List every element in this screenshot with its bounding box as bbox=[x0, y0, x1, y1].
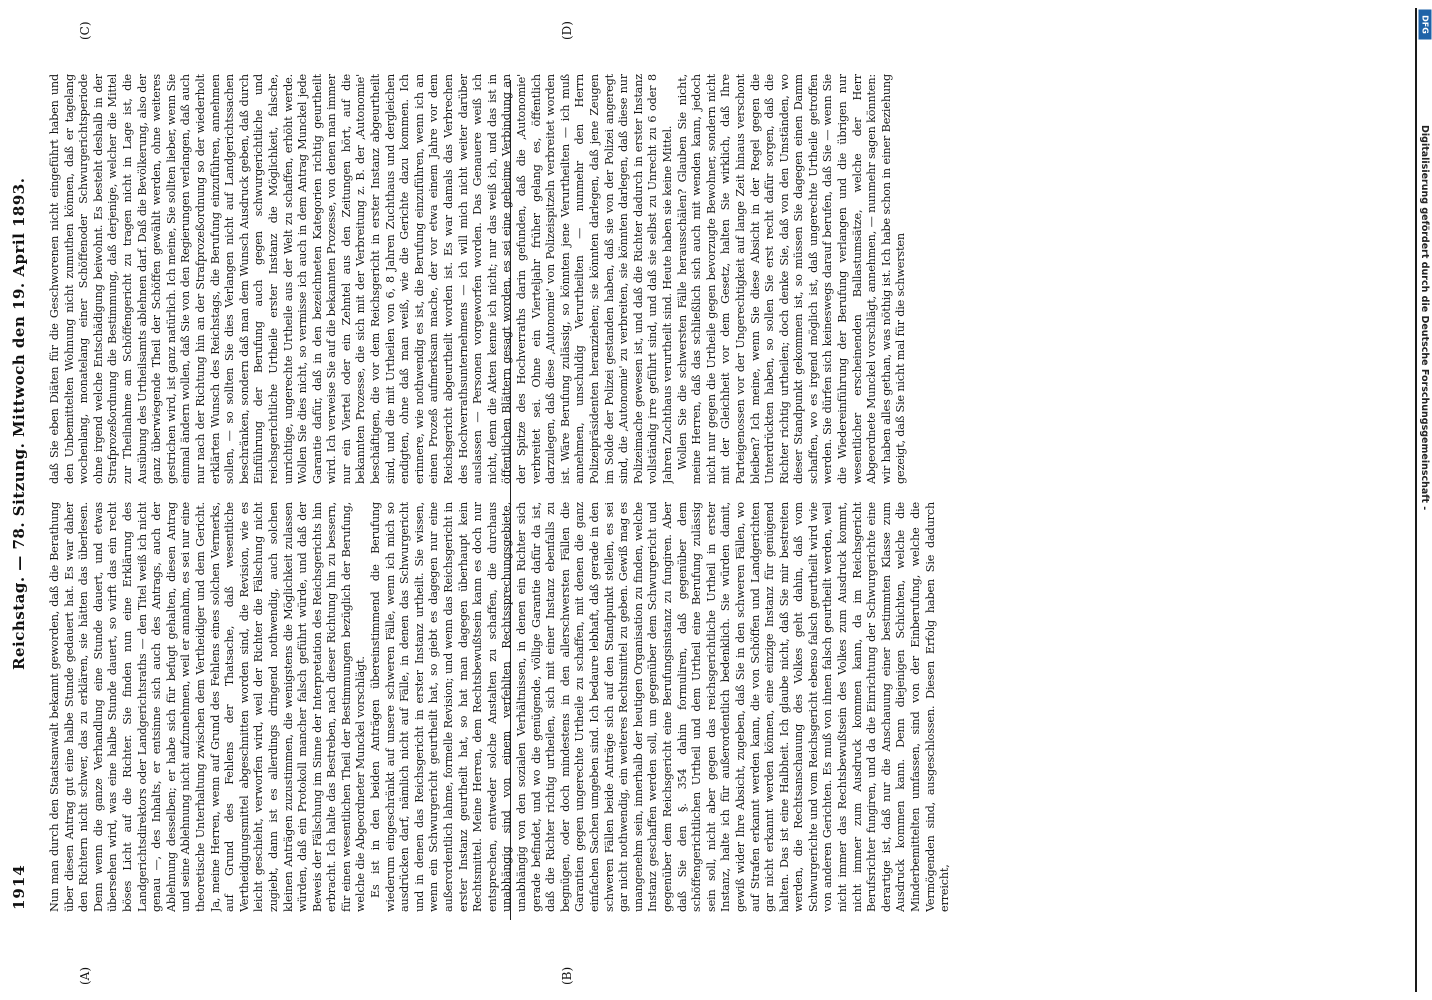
margin-marker-d: (D) bbox=[560, 21, 574, 40]
paragraph: Wollen Sie die schwersten Fälle herausschälen? Glauben Sie nicht, meine Herren, daß das schließlich sich auch mit wenden kann, jedoch nicht nur gegen die Urtheile gegen bevorzugte Bewohner, sondern nicht mit der Gleichheit vor dem Gesetz, halten Sie wirklich, daß Ihre Parteigenossen vor der Ungerechtigkeit auf lange Zeit hinaus verschont bleiben? Ich meine, wenn Sie diese Absicht in der Regel gegen die Unterdrückten haben, so sollen Sie erst recht dafür sorgen, daß die Richter richtig urtheilen; doch denke Sie, daß von den Umständen, wo dieser Standpunkt gekommen ist, so müssen Sie dagegen einen Damm schaffen, wo es irgend möglich ist, daß ungerechte Urtheile getroffen werden. Sie dürfen sich keineswegs darauf berufen, daß Sie — wenn Sie die Wiedereinführung der Berufung verlangen und die übrigen nur wesentlicher erscheinenden Ballastumsätze, welche der Herr Abgeordnete Munckel vorschlägt, annehmen, — nunmehr sagen könnten: wir haben alles gethan, was nöthig ist. Ich habe schon in einer Beziehung gezeigt, daß Sie nicht mal für die schwersten bbox=[675, 74, 908, 484]
margin-marker-b: (B) bbox=[560, 966, 574, 985]
text-column-right bbox=[48, 74, 1378, 484]
margin-marker-c: (C) bbox=[78, 21, 92, 40]
paragraph: Nun man durch den Staatsanwalt bekannt geworden, daß die Berathung über diesen Antrag gut eine halbe Stunde gedauert hat. Es war daher den Richtern nicht schwer, das zu erklären, sie hätten das überlesen. Denn wenn die ganze Verhandlung eine Stunde dauert, und etwas übersehen wird, was eine halbe Stunde dauert, so wirft das ein recht böses Licht auf die Richter. Sie finden nun eine Erklärung des Landgerichtsdirektors oder Landgerichtsraths — den Titel weiß ich nicht genau —, des Inhalts, er entsinne sich auch des Antrags, auch der Ablehnung desselben; er habe sich für befugt gehalten, diesen Antrag und seine Ablehnung nicht aufzunehmen, weil er annahm, es sei nur eine theoretische Unterhaltung zwischen dem Vertheidiger und dem Gericht. Ja, meine Herren, wenn auf Grund des Fehlens eines solchen Vermerks, auf Grund des Fehlens der Thatsache, daß wesentliche Vertheidigungsmittel abgeschnitten worden sind, die Revision, wie es leicht geschieht, verworfen wird, weil der Richter die Fälschung nicht zugiebt, dann ist es allerdings dringend nothwendig, auch solchen kleinen Anträgen zuzustimmen, die wenigstens die Möglichkeit zulassen würden, daß ein Protokoll mancher falsch geführt würde, und daß der Beweis der Fälschung im Sinne der Interpretation des Reichsgerichts hin erbracht. Ich halte das Bestreben, nach dieser Richtung hin zu bessern, für einen wesentlichen Theil der Bestimmungen bezüglich der Berufung, welche die Abgeordneter Munckel vorschlägt. bbox=[48, 502, 368, 912]
margin-marker-a: (A) bbox=[78, 966, 92, 985]
dfg-logo: DFG bbox=[1419, 10, 1432, 40]
paragraph: daß Sie eben Diäten für die Geschworenen nicht eingeführt haben und den Unbemittelten Wohnung nicht zumuthen können, daß er tagelang wochenlang, monatelang einer Schöffenoder Schwurgerichtsperiode ohne irgend welche Entschädigung beiwohnt. Es besteht deshalb in der Strafprozeßordnung die Bestimmung, daß derjenige, welcher die Mittel zur Theilnahme am Schöffengericht zu tragen nicht in Lage ist, die Ausübung des Urtheilsamts ablehnen darf. Daß die Bevölkerung, also der ganz überwiegende Theil der Schöffen gewählt werden, ohne weiteres gestrichen wird, ist ganz natürlich. Ich meine, Sie sollten lieber, wenn Sie einmal ändern wollen, daß Sie von den Regierungen verlangen, daß auch nur nach der Richtung hin an der Strafprozeßordnung so der wiederholt erklärten Wunsch des Reichstags, die Berufung einzuführen, annehmen sollen, — so sollten Sie dies Verlangen nicht auf Landgerichtssachen beschränken, sondern daß man dem Wunsch Ausdruck geben, daß durch Einführung der Berufung auch gegen schwurgerichtliche und reichsgerichtliche Urtheile erster Instanz die Möglichkeit, falsche, unrichtige, ungerechte Urtheile aus der Welt zu schaffen, erhöht werde. Wollen Sie dies nicht, so vermisse ich auch in dem Antrag Munckel jede Garantie dafür, daß in den bezeichneten Kategorien richtig geurtheilt wird. Ich verweise Sie auf die bekannten Prozesse, von denen man immer nur ein Viertel oder ein Zehntel aus den Zeitungen hört, auf die bekannten Prozesse, die sich mit der Verbreitung z. B. der ‚Autonomie' beschäftigen, die vor dem Reichsgericht in erster Instanz abgeurtheilt sind, und die mit Urtheilen von 6, 8 Jahren Zuchthaus und dergleichen endigten, ohne daß man weiß, wie die Gerichte dazu kommen. Ich erinnere, wie nothwendig es ist, die Berufung einzuführen, wenn ich an einen Prozeß aufmerksam mache, der vor etwa einem Jahre vor dem Reichsgericht abgeurtheilt worden ist. Es war damals das Verbrechen des Hochverrathsunternehmens — ich will mich nicht weiter darüber auslassen — Personen vorgeworfen worden. Das Genauere weiß ich nicht, denn die Akten kenne ich nicht; nur das weiß ich, und das ist in öffentlichen Blättern gesagt worden, es sei eine geheime Verbindung an der Spitze des Hochverraths darin gefunden, daß die ‚Autonomie' verbreitet sei. Ohne ein Vierteljahr früher gelang es, öffentlich darzulegen, daß diese ‚Autonomie' von Polizeispitzeln verbreitet worden ist. Wäre Berufung zulässig, so könnten jene Verurtheilten — ich muß annehmen, unschuldig Verurtheilten — nunmehr den Herrn Polizeipräsidenten heranziehen; sie könnten darlegen, daß jene Zeugen im Solde der Polizei gestanden haben, daß sie von der Polizei angeregt sind, die ‚Autonomie' zu verbreiten, sie könnten darlegen, daß diese nur Polizeimache gewesen ist, und daß die Richter dadurch in erster Instanz vollständig irre geführt sind, und daß sie selbst zu Unrecht zu 6 oder 8 Jahren Zuchthaus verurtheilt sind. Heute haben sie keine Mittel. bbox=[48, 74, 674, 484]
page-header bbox=[10, 0, 38, 1000]
credit-strip bbox=[1418, 0, 1432, 1000]
paragraph: Es ist in den beiden Anträgen übereinstimmend die Berufung wiederum eingeschränkt auf unsere schweren Fälle, wenn ich mich so ausdrücken darf, nämlich nicht auf Fälle, in denen das Schwurgericht und in denen das Reichsgericht in erster Instanz urtheilt. Sie wissen, wenn ein Schwurgericht geurtheilt hat, so giebt es dagegen nur eine außerordentlich lahme, formelle Revision; und wenn das Reichsgericht in erster Instanz geurtheilt hat, so hat man dagegen überhaupt kein Rechtsmittel. Meine Herren, dem Rechtsbewußtsein kann es doch nur entsprechen, entweder solche Anstalten zu schaffen, die durchaus unabhängig sind von einem verfehlten Rechtssprechungsgebiete, unabhängig von den sozialen Verhältnissen, in denen ein Richter sich gerade befindet, und wo die genügende, völlige Garantie dafür da ist, daß die Richter richtig urtheilen, sich mit einer Instanz ebenfalls zu begnügen, oder doch mindestens in den allerschwersten Fällen die Garantien gegen ungerechte Urtheile zu schaffen, mit denen die ganz einfachen Sachen umgeben sind. Ich bedaure lebhaft, daß gerade in den schweren Fällen beide Anträge sich auf den Standpunkt stellen, es sei gar nicht nothwendig, ein weiteres Rechtsmittel zu geben. Gewiß mag es unangenehm sein, innerhalb der heutigen Organisation zu finden, welche Instanz geschaffen werden soll, um gegenüber dem Schwurgericht und gegenüber dem Reichsgericht eine Berufungsinstanz zu fungiren. Aber daß Sie den §. 354 dahin formuliren, daß gegenüber dem schöffengerichtlichen Urtheil und dem Urtheil eine Berufung zulässig sein soll, nicht aber gegen das reichsgerichtliche Urtheil in erster Instanz, halte ich für außerordentlich bedenklich. Sie würden damit, gewiß wider Ihre Absicht, zugeben, daß Sie in den schweren Fällen, wo auf Strafen erkannt werden kann, die von Schöffen und Landgerichten gar nicht erkannt werden können, eine einzige Instanz für genügend halten. Das ist eine Halbheit. Ich glaube nicht, daß Sie mir bestreiten werden, die Rechtsanschauung des Volkes geht dahin, daß vom Schwurgerichte und vom Reichsgericht ebenso falsch geurtheilt wird wie von anderen Gerichten. Es muß von ihnen falsch geurtheilt werden, weil nicht immer das Rechtsbewußtsein des Volkes zum Ausdruck kommt, nicht immer zum Ausdruck kommen kann, da im Reichsgericht Berufsrichter fungiren, und da die Einrichtung der Schwurgerichte eine derartige ist, daß nur die Anschauung einer bestimmten Klasse zum Ausdruck kommen kann. Denn diejenigen Schichten, welche die Minderbemittelten umfassen, sind von der Einberufung, welche die Vermögenden sind, ausgeschlossen. Diesen Erfolg haben Sie dadurch erreicht, bbox=[369, 502, 952, 912]
page-edge-line bbox=[1415, 8, 1417, 992]
text-column-left bbox=[48, 502, 1378, 912]
running-head: Reichstag. — 78. Sitzung. Mittwoch den 19. April 1893. bbox=[10, 177, 28, 670]
page-number: 1914 bbox=[10, 864, 28, 910]
dfg-credit-text: Digitalisierung gefördert durch die Deutsche Forschungsgemeinschaft - bbox=[1419, 125, 1430, 511]
